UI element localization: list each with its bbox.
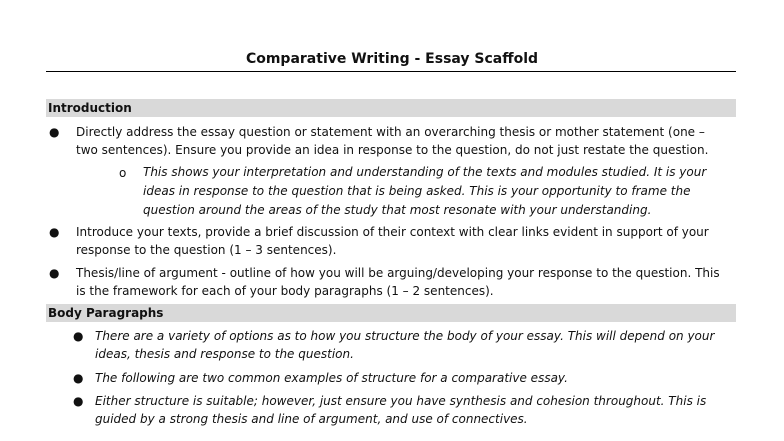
body-paragraphs-heading: Body Paragraphs [46, 304, 736, 322]
body-item-1: There are a variety of options as to how you structure the body of your essay. This will depend on your ideas, thesis and response to the question. [95, 329, 715, 361]
title-underline [46, 71, 736, 72]
intro-item-3: Thesis/line of argument - outline of how you will be arguing/developing your response to the question. This is the framework for each of your body paragraphs (1 – 2 sentences). [76, 266, 720, 298]
body-item-2: The following are two common examples of structure for a comparative essay. [95, 371, 568, 385]
bullet-icon: ● [49, 125, 60, 139]
intro-item-2: Introduce your texts, provide a brief discussion of their context with clear links evident in support of your response to the question (1 – 3 sentences). [76, 225, 709, 257]
bullet-icon: ● [49, 266, 60, 280]
intro-item-1: Directly address the essay question or statement with an overarching thesis or mother statement (one – two sentences). Ensure you provide an idea in response to the question, do not just restate the question. [76, 125, 709, 157]
introduction-heading: Introduction [46, 99, 736, 117]
document-title: Comparative Writing - Essay Scaffold [245, 51, 539, 67]
bullet-icon: ● [73, 371, 84, 385]
bullet-icon: ● [49, 225, 60, 239]
bullet-icon: ● [73, 329, 84, 343]
intro-item-1-sub: This shows your interpretation and understanding of the texts and modules studied. It is your ideas in response to the question that is being asked. This is your opportunity to frame the question around the areas of the study that most resonate with your understanding. [143, 165, 707, 217]
body-item-3: Either structure is suitable; however, just ensure you have synthesis and cohesion throughout. This is guided by a strong thesis and line of argument, and use of connectives. [95, 394, 707, 426]
bullet-icon: ● [73, 394, 84, 408]
sub-bullet-icon: o [119, 166, 127, 180]
